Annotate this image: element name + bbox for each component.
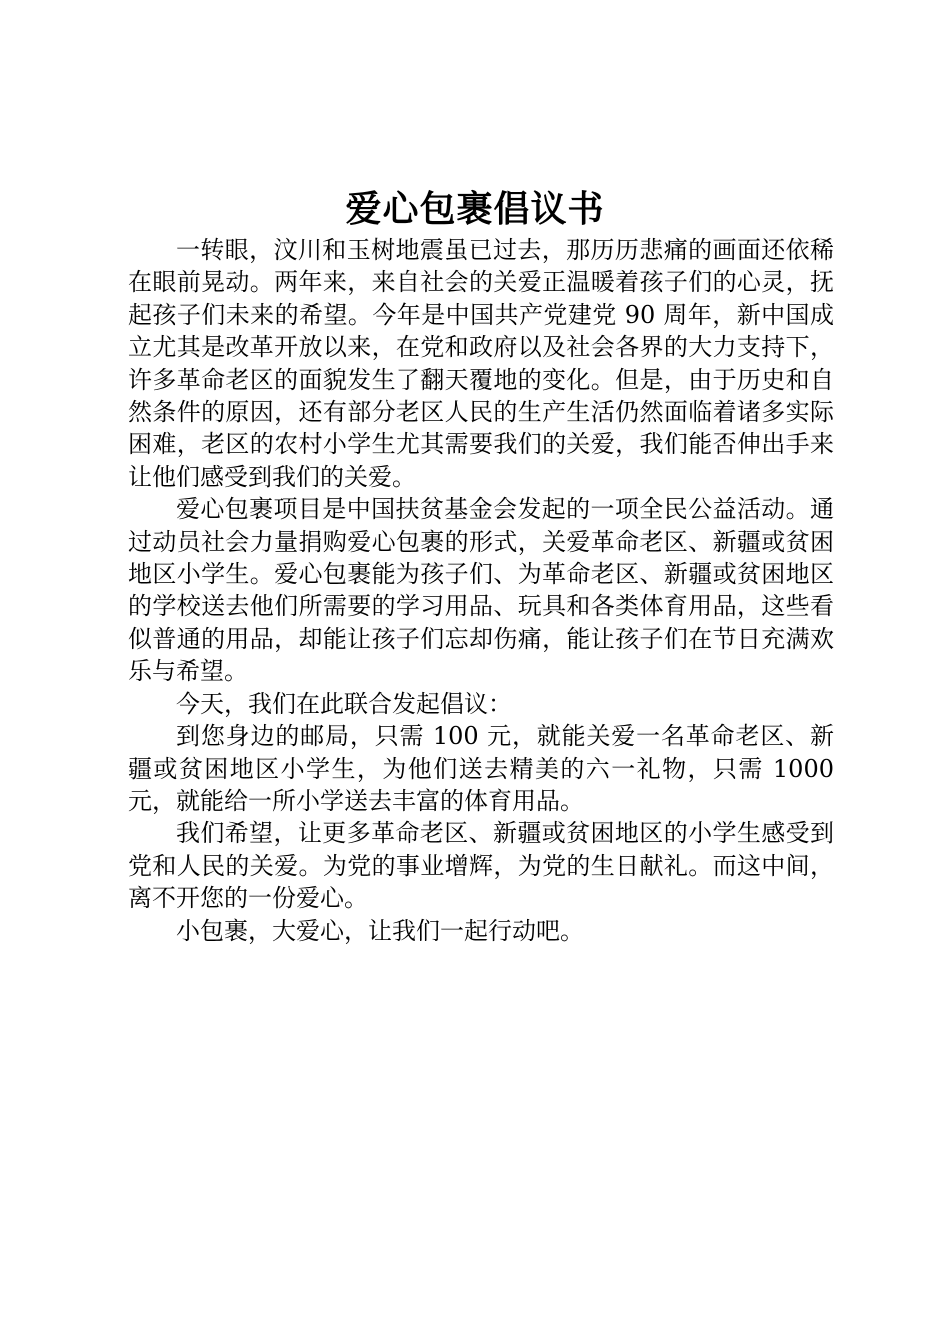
paragraph-project: 爱心包裹项目是中国扶贫基金会发起的一项全民公益活动。通过动员社会力量捐购爱心包裹的形式，关爱革命老区、新疆或贫困地区小学生。爱心包裹能为孩子们、为革命老区、新疆或贫困地区的学校送去他们所需要的学习用品、玩具和各类体育用品，这些看似普通的用品，却能让孩子们忘却伤痛，能让孩子们在节日充满欢乐与希望。	[128, 495, 834, 686]
paragraph-initiative-heading: 今天，我们在此联合发起倡议：	[176, 689, 512, 718]
paragraph-intro: 一转眼，汶川和玉树地震虽已过去，那历历悲痛的画面还依稀在眼前晃动。两年来，来自社会的关爱正温暖着孩子们的心灵，抚起孩子们未来的希望。今年是中国共产党建党 90 周年，新中国成立尤其是改革开放以来，在党和政府以及社会各界的大力支持下，许多革命老区的面貌发生了翻天覆地的变化。但是，由于历史和自然条件的原因，还有部分老区人民的生产生活仍然面临着诸多实际困难，老区的农村小学生尤其需要我们的关爱，我们能否伸出手来让他们感受到我们的关爱。	[128, 236, 834, 491]
paragraph-closing: 小包裹，大爱心，让我们一起行动吧。	[176, 916, 584, 945]
paragraph-hope: 我们希望，让更多革命老区、新疆或贫困地区的小学生感受到党和人民的关爱。为党的事业增辉，为党的生日献礼。而这中间，离不开您的一份爱心。	[128, 819, 834, 913]
paragraph-donation: 到您身边的邮局，只需 100 元，就能关爱一名革命老区、新疆或贫困地区小学生，为他们送去精美的六一礼物，只需 1000 元，就能给一所小学送去丰富的体育用品。	[128, 722, 834, 815]
document-body	[128, 234, 834, 947]
document-title: 爱心包裹倡议书	[345, 188, 605, 230]
